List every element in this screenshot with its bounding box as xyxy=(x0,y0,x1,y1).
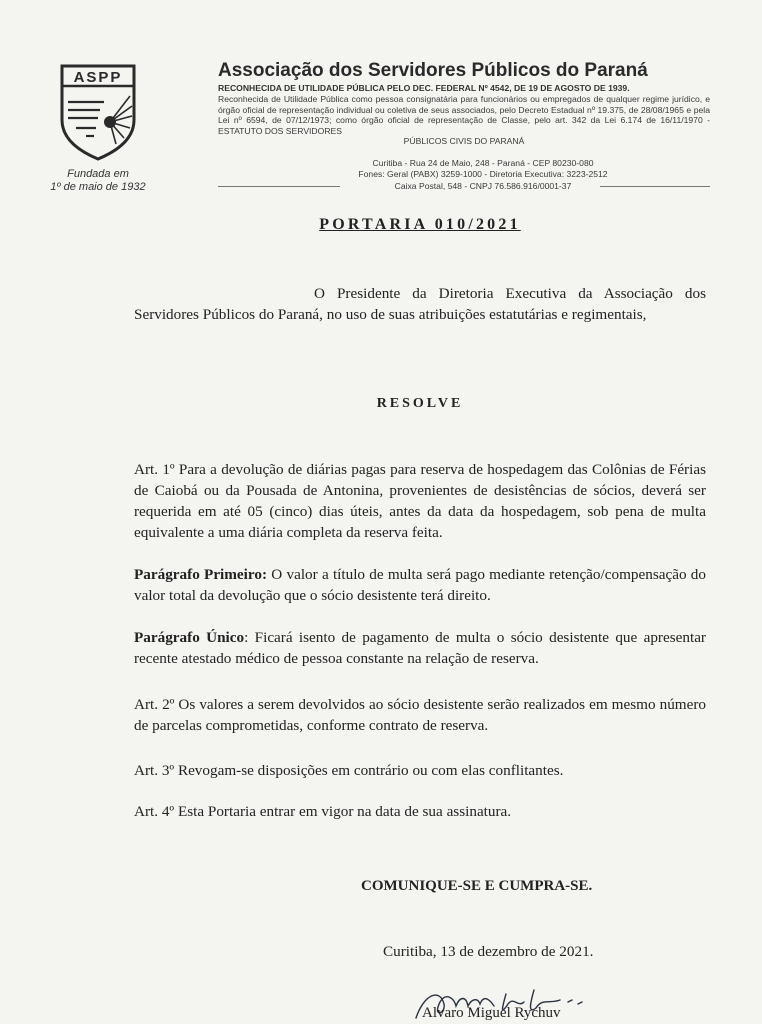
article-4: Art. 4º Esta Portaria entrar em vigor na data de sua assinatura. xyxy=(134,803,512,820)
article-1: Art. 1º Para a devolução de diárias pagas para reserva de hospedagem das Colônias de Férias de Caiobá ou da Pousada de Antonina, provenientes de desistências de sócios, deverá ser requerida em até 05 (cinco) dias úteis, antes da data da hospedagem, sob pena de multa equivalente a uma diária completa da reserva feita. xyxy=(134,461,706,541)
signer-name: Alvaro Miguel Rychuv xyxy=(422,1005,561,1021)
closing-statement: COMUNIQUE-SE E CUMPRA-SE. xyxy=(361,878,593,894)
founded-line-1: Fundada em xyxy=(67,168,129,180)
recognition-description: Reconhecida de Utilidade Pública como pessoa consignatária para funcionários ou empregados de qualquer regime jurídico, e órgão oficial de representação individual ou coletiva de seus associados, pelo Decreto Estadual nº 19.375, de 28/08/1965 e pela Lei nº 6594, de 07/12/1973; como órgão oficial de representação de Classe, pelo art. 342 da Lei 6.174 de 16/11/1970 - ESTATUTO DOS SERVIDORES xyxy=(218,94,710,136)
founded-note xyxy=(38,168,158,194)
paragraph-unico-label: Parágrafo Único xyxy=(134,629,245,646)
article-2: Art. 2º Os valores a serem devolvidos ao sócio desistente serão realizados em mesmo número de parcelas comprometidas, conforme contrato de reserva. xyxy=(134,696,706,734)
logo-text: ASPP xyxy=(73,69,123,86)
paragraph-primeiro-text: O valor a título de multa será pago mediante retenção/compensação do valor total da devolução que o sócio desistente terá direito. xyxy=(134,566,706,604)
paragraph-unico-text: : Ficará isento de pagamento de multa o sócio desistente que apresentar recente atestado médico de pessoa constante na relação de reserva. xyxy=(134,629,706,667)
preamble-text: O Presidente da Diretoria Executiva da Associação dos Servidores Públicos do Paraná, no uso de suas atribuições estatutárias e regimentais, xyxy=(134,285,706,323)
organization-name: Associação dos Servidores Públicos do Paraná xyxy=(218,60,648,81)
recognition-line: RECONHECIDA DE UTILIDADE PÚBLICA PELO DEC. FEDERAL Nº 4542, DE 19 DE AGOSTO DE 1939. xyxy=(218,83,630,93)
divider-left xyxy=(218,186,340,187)
recognition-description-end: PÚBLICOS CIVIS DO PARANÁ xyxy=(403,136,525,146)
postal-line: Caixa Postal, 548 - CNPJ 76.586.916/0001-37 xyxy=(394,181,572,191)
paragraph-primeiro xyxy=(134,564,706,606)
resolve-heading: RESOLVE xyxy=(376,396,464,411)
article-3: Art. 3º Revogam-se disposições em contrário ou com elas conflitantes. xyxy=(134,762,564,779)
paragraph-unico xyxy=(134,627,706,669)
document-date: Curitiba, 13 de dezembro de 2021. xyxy=(383,943,594,960)
paragraph-primeiro-label: Parágrafo Primeiro: xyxy=(134,566,268,583)
aspp-logo xyxy=(58,62,138,162)
document-title: PORTARIA 010/2021 xyxy=(319,216,521,233)
preamble-paragraph xyxy=(134,283,706,325)
address-line: Curitiba - Rua 24 de Maio, 248 - Paraná - CEP 80230-080 xyxy=(372,158,594,168)
founded-line-2: 1º de maio de 1932 xyxy=(50,181,146,193)
divider-right xyxy=(600,186,710,187)
phones-line: Fones: Geral (PABX) 3259-1000 - Diretoria Executiva: 3223-2512 xyxy=(358,169,608,179)
